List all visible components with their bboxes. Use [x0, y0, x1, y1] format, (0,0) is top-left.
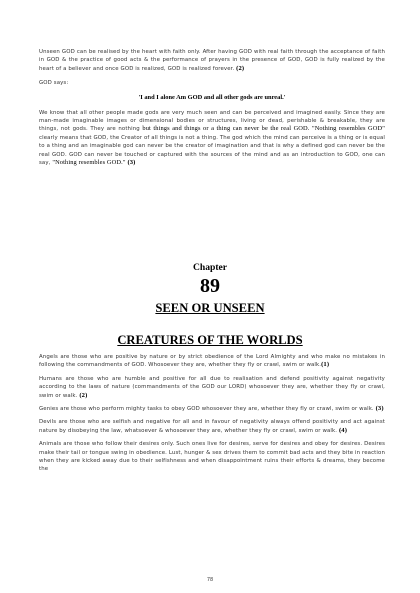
upper-text-block	[39, 48, 385, 167]
reference-number: (2)	[79, 391, 88, 399]
paragraph-animals: Animals are those who follow their desires only. Such ones live for desires, serve for desires and obey for desires. Desires make their tail or tongue swing in obedience. Lust, hunger & sex drives them to commit bad acts and they bite in reaction when they are kicked away due to their selfishness and when disappointment ruins their efforts & dreams, they become the	[39, 441, 385, 473]
paragraph-text: We know that all other people made gods are very much seen and can be perceived and imagined easily. Since they are man-made imaginable images or dimensional bodies or structures, living or dead, perishable & breakable, they are things, not gods. They are nothing	[39, 109, 385, 133]
chapter-label: Chapter	[192, 262, 228, 273]
chapter-number: 89	[200, 275, 220, 297]
chapter-heading	[0, 262, 420, 348]
paragraph-text: clearly means that GOD, the Creator of all things is not a thing. The god which the mind can perceive is a thing or is equal to a thing and an imaginable god can never be the creator of imagination and that is why a defined god can never be the real GOD. GOD can never be touched or captured with the sources of the mind and as an introduction to GOD, one can say,	[39, 134, 385, 167]
chapter-title: SEEN OR UNSEEN	[155, 301, 265, 315]
lower-text-block	[39, 353, 385, 479]
reference-number: (2)	[236, 64, 245, 72]
reference-number: (3)	[127, 159, 136, 167]
quote-heading: 'I and I alone Am GOD and all other gods are unreal.'	[138, 93, 286, 101]
paragraph-text: Unseen GOD can be realised by the heart with faith only. After having GOD with real faith through the acceptance of faith in GOD & the practice of good acts & the performance of prayers in the presence of GOD, GOD is fully realized by the heart of a believer and once GOD is realized, GOD is realized forever.	[39, 49, 385, 72]
paragraph-genies	[39, 405, 385, 413]
chapter-subtitle: CREATURES OF THE WORLDS	[117, 333, 303, 347]
reference-number: (1)	[321, 361, 330, 369]
paragraph-text: Angels are those who are positive by nature or by strict obedience of the Lord Almighty and who make no mistakes in following the commandments of GOD. Whosoever they are, whether they fly or crawl, swim or walk.	[39, 354, 385, 369]
paragraph-text: Humans are those who are humble and positive for all due to realisation and defend positivity against negativity according to the laws of nature (commandments of the GOD our LORD) whosoever they are, whether they fly or crawl, swim or walk.	[39, 375, 385, 399]
paragraph-made-gods	[39, 109, 385, 168]
paragraph-text: Genies are those who perform mighty tasks to obey GOD whosoever they are, whether they fly or crawl, swim or walk.	[39, 406, 374, 413]
paragraph-devils	[39, 418, 385, 435]
paragraph-angels	[39, 353, 385, 370]
reference-number: (4)	[338, 426, 348, 434]
paragraph-text-serif: "Nothing resembles GOD."	[52, 159, 126, 167]
page-number: 78	[206, 577, 214, 583]
reference-number: (3)	[375, 405, 384, 413]
paragraph-text-serif: but things and things or a thing can never be the real GOD. "Nothing resembles GOD"	[142, 125, 385, 133]
paragraph-text: Devils are those who are selfish and negative for all and in favour of negativity always offend positivity and act against nature by disobeying the law, whatsoever & whosoever they are, whether they fly or crawl, swim or walk.	[39, 419, 385, 434]
paragraph-unseen-god	[39, 48, 385, 73]
god-says-label: GOD says:	[39, 80, 69, 87]
paragraph-humans	[39, 375, 385, 400]
